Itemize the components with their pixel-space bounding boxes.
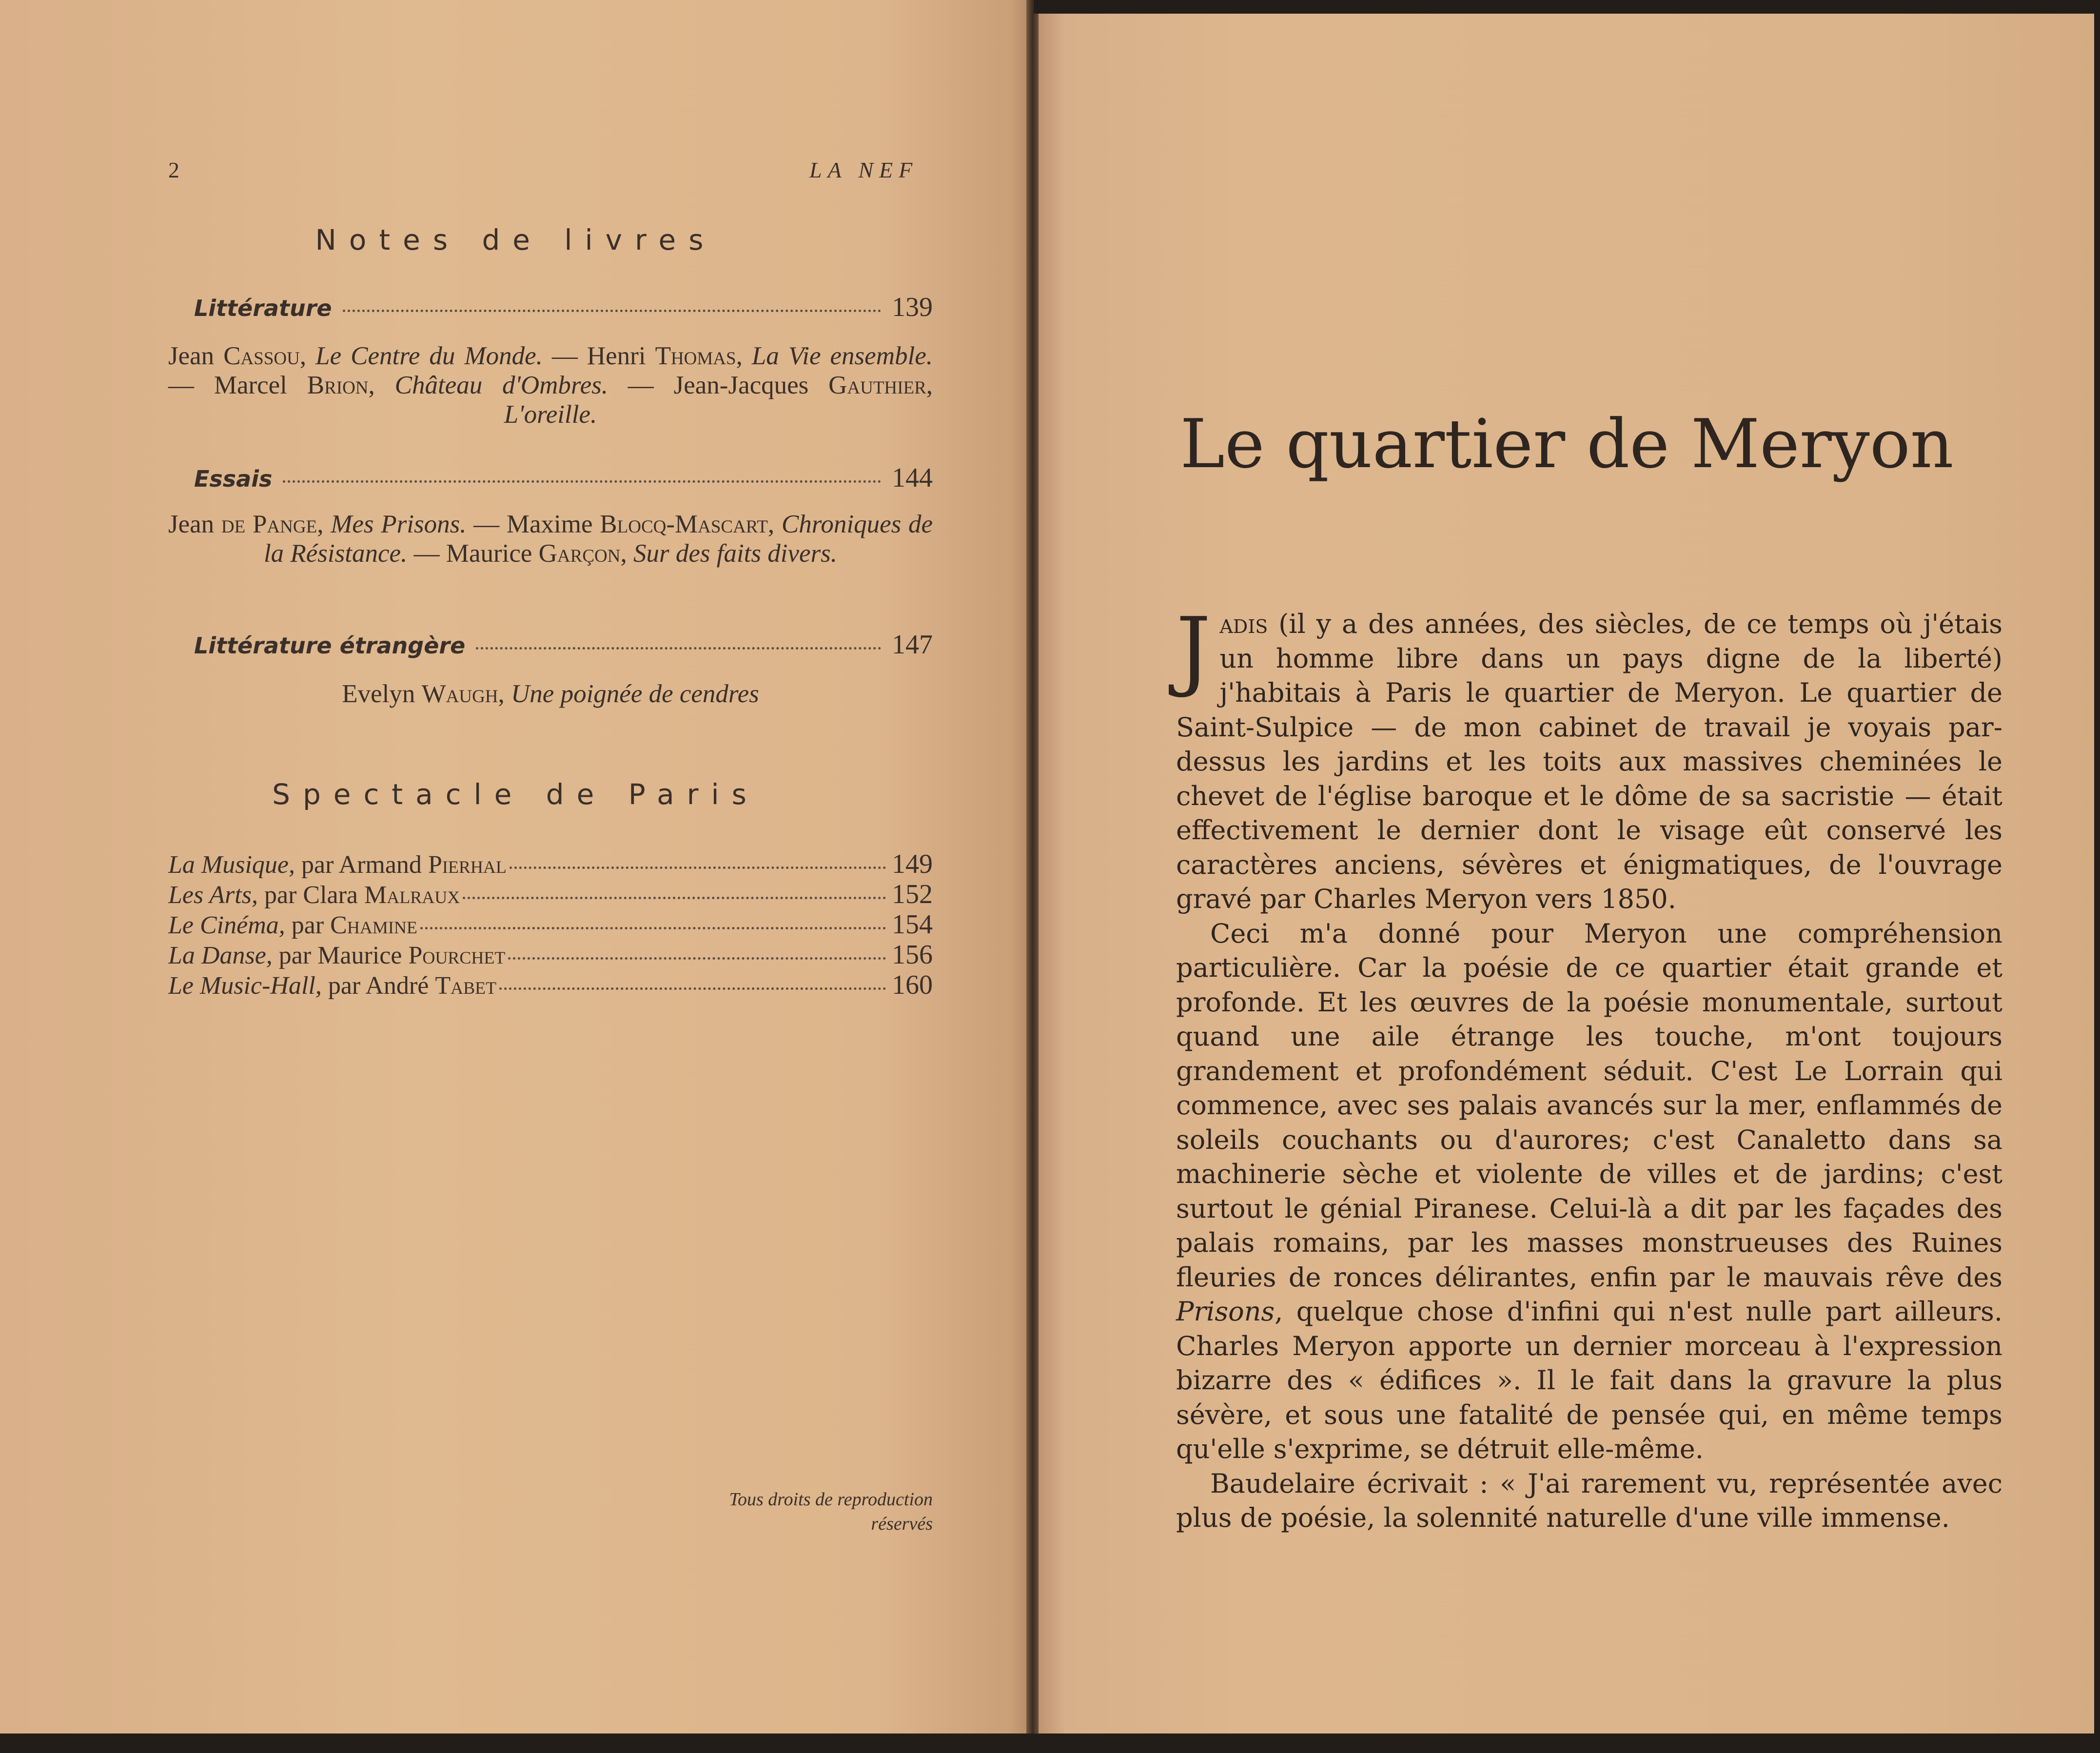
spectacle-item [168,969,933,1000]
toc-leader [499,987,886,990]
toc-page: 139 [892,292,933,322]
toc-category: Essais [194,466,273,492]
toc-leader [343,310,881,312]
toc-leader [476,647,881,650]
paragraph-text: Ceci m'a donné pour Meryon une compréhension particulière. Car la poésie de ce quartier était grande et profonde. Et les œuvres de la poésie monumentale, surtout quand une aile étrange les touche, m'ont toujours grandement et profondément séduit. C'est Le Lorrain qui commence, avec ses palais avancés sur la mer, enflammés de soleils couchants ou d'aurores; c'est Canaletto dans sa machinerie sèche et violente de villes et de jardins; c'est surtout le génial Piranese. Celui-là a dit par les façades des palais romains, par les masses monstrueuses des Ruines fleuries de ronces délirantes, enfin par le mauvais rêve des [1176,918,2002,1293]
italic-title: Prisons [1176,1296,1275,1327]
left-page-content [0,0,1031,1753]
toc-entry-litterature: Jean Cassou, Le Centre du Monde. — Henri Thomas, La Vie ensemble. — Marcel Brion, Château d'Ombres. — Jean-Jacques Gauthier, L'oreille. [168,342,933,429]
toc-entry-litterature-etrangere: Evelyn Waugh, Une poignée de cendres [342,680,759,708]
first-word: adis [1219,609,1268,639]
toc-line-litterature [194,292,933,326]
spectacle-item-by: par [291,911,324,939]
spectacle-item [168,939,933,969]
spectacle-item-page: 154 [892,909,933,940]
running-head: LA NEF [809,158,919,182]
spectacle-item-author: Malraux [364,881,460,909]
drop-cap: J [1176,599,1211,700]
article-title: Le quartier de Meryon [1180,405,1954,483]
toc-leader [420,927,886,929]
rights-line: réservés [871,1514,933,1534]
toc-line-litterature-etrangere [194,629,933,663]
spectacle-item-author: Pourchet [408,942,506,969]
paragraph [1176,599,2002,917]
rights-line: Tous droits de reproduction [729,1489,933,1510]
toc-entry-essais: Jean de Pange, Mes Prisons. — Maxime Blocq-Mascart, Chroniques de la Résistance. — Maurice Garçon, Sur des faits divers. [168,510,933,568]
paragraph [1176,917,2002,1467]
spectacle-item-by: par André [328,972,429,1000]
spectacle-item-by: par Clara [264,881,358,909]
spectacle-title: Spectacle de Paris [272,778,759,811]
spectacle-item-author: Chamine [330,911,417,939]
spectacle-item-page: 152 [892,879,933,909]
spectacle-item-author: Tabet [435,972,497,1000]
spectacle-item-author: Pierhal [428,851,507,879]
spectacle-item-by: par Maurice [278,942,402,969]
paragraph-text: , quelque chose d'infini qui n'est nulle part ailleurs. Charles Meryon apporte un dernier morceau à l'expression bizarre des « édifices ». Il le fait dans la gravure la plus sévère, et sous une fatalité de pensée qui, en même temps qu'elle s'exprime, se détruit elle-même. [1176,1296,2002,1464]
toc-leader [463,897,886,899]
spectacle-item-title: La Danse, [168,942,273,969]
spectacle-list [168,848,933,1000]
spectacle-item [168,879,933,909]
spectacle-item-title: Le Cinéma, [168,911,285,939]
toc-page: 147 [892,630,933,660]
spectacle-item-by: par Armand [301,851,422,879]
right-page-content [1034,0,2100,1753]
spectacle-item-page: 160 [892,970,933,1000]
spectacle-item [168,909,933,939]
spectacle-item [168,848,933,879]
spectacle-item-title: La Musique, [168,851,295,879]
toc-line-essais [194,462,933,496]
toc-page: 144 [892,463,933,493]
notes-title: Notes de livres [315,223,716,256]
paragraph-text: Baudelaire écrivait : « J'ai rarement vu, représentée avec plus de poésie, la solennité naturelle d'une ville immense. [1176,1468,2002,1533]
toc-category: Littérature [194,295,332,321]
spectacle-item-page: 156 [892,940,933,970]
paragraph-text: (il y a des années, des siècles, de ce temps où j'étais un homme libre dans un pays digne de la liberté) j'habitais à Paris le quartier de Meryon. Le quartier de Saint-Sulpice — de mon cabinet de travail je voyais par-dessus les jardins et les toits aux massives cheminées le chevet de l'église baroque et le dôme de sa sacristie — était effectivement le dernier dont le visage eût conservé les caractères anciens, sévères et énigmatiques, de l'ouvrage gravé par Charles Meryon vers 1850. [1176,609,2002,914]
toc-leader [283,480,881,483]
spectacle-item-title: Le Music-Hall, [168,972,322,1000]
rights-notice [585,1487,933,1536]
toc-category: Littérature étrangère [194,632,466,659]
toc-leader [510,867,886,869]
spectacle-item-title: Les Arts, [168,881,258,909]
toc-leader [508,957,886,960]
paragraph [1176,1467,2002,1536]
page-number: 2 [168,158,179,182]
spectacle-item-page: 149 [892,849,933,879]
article-body [1176,599,2002,1536]
